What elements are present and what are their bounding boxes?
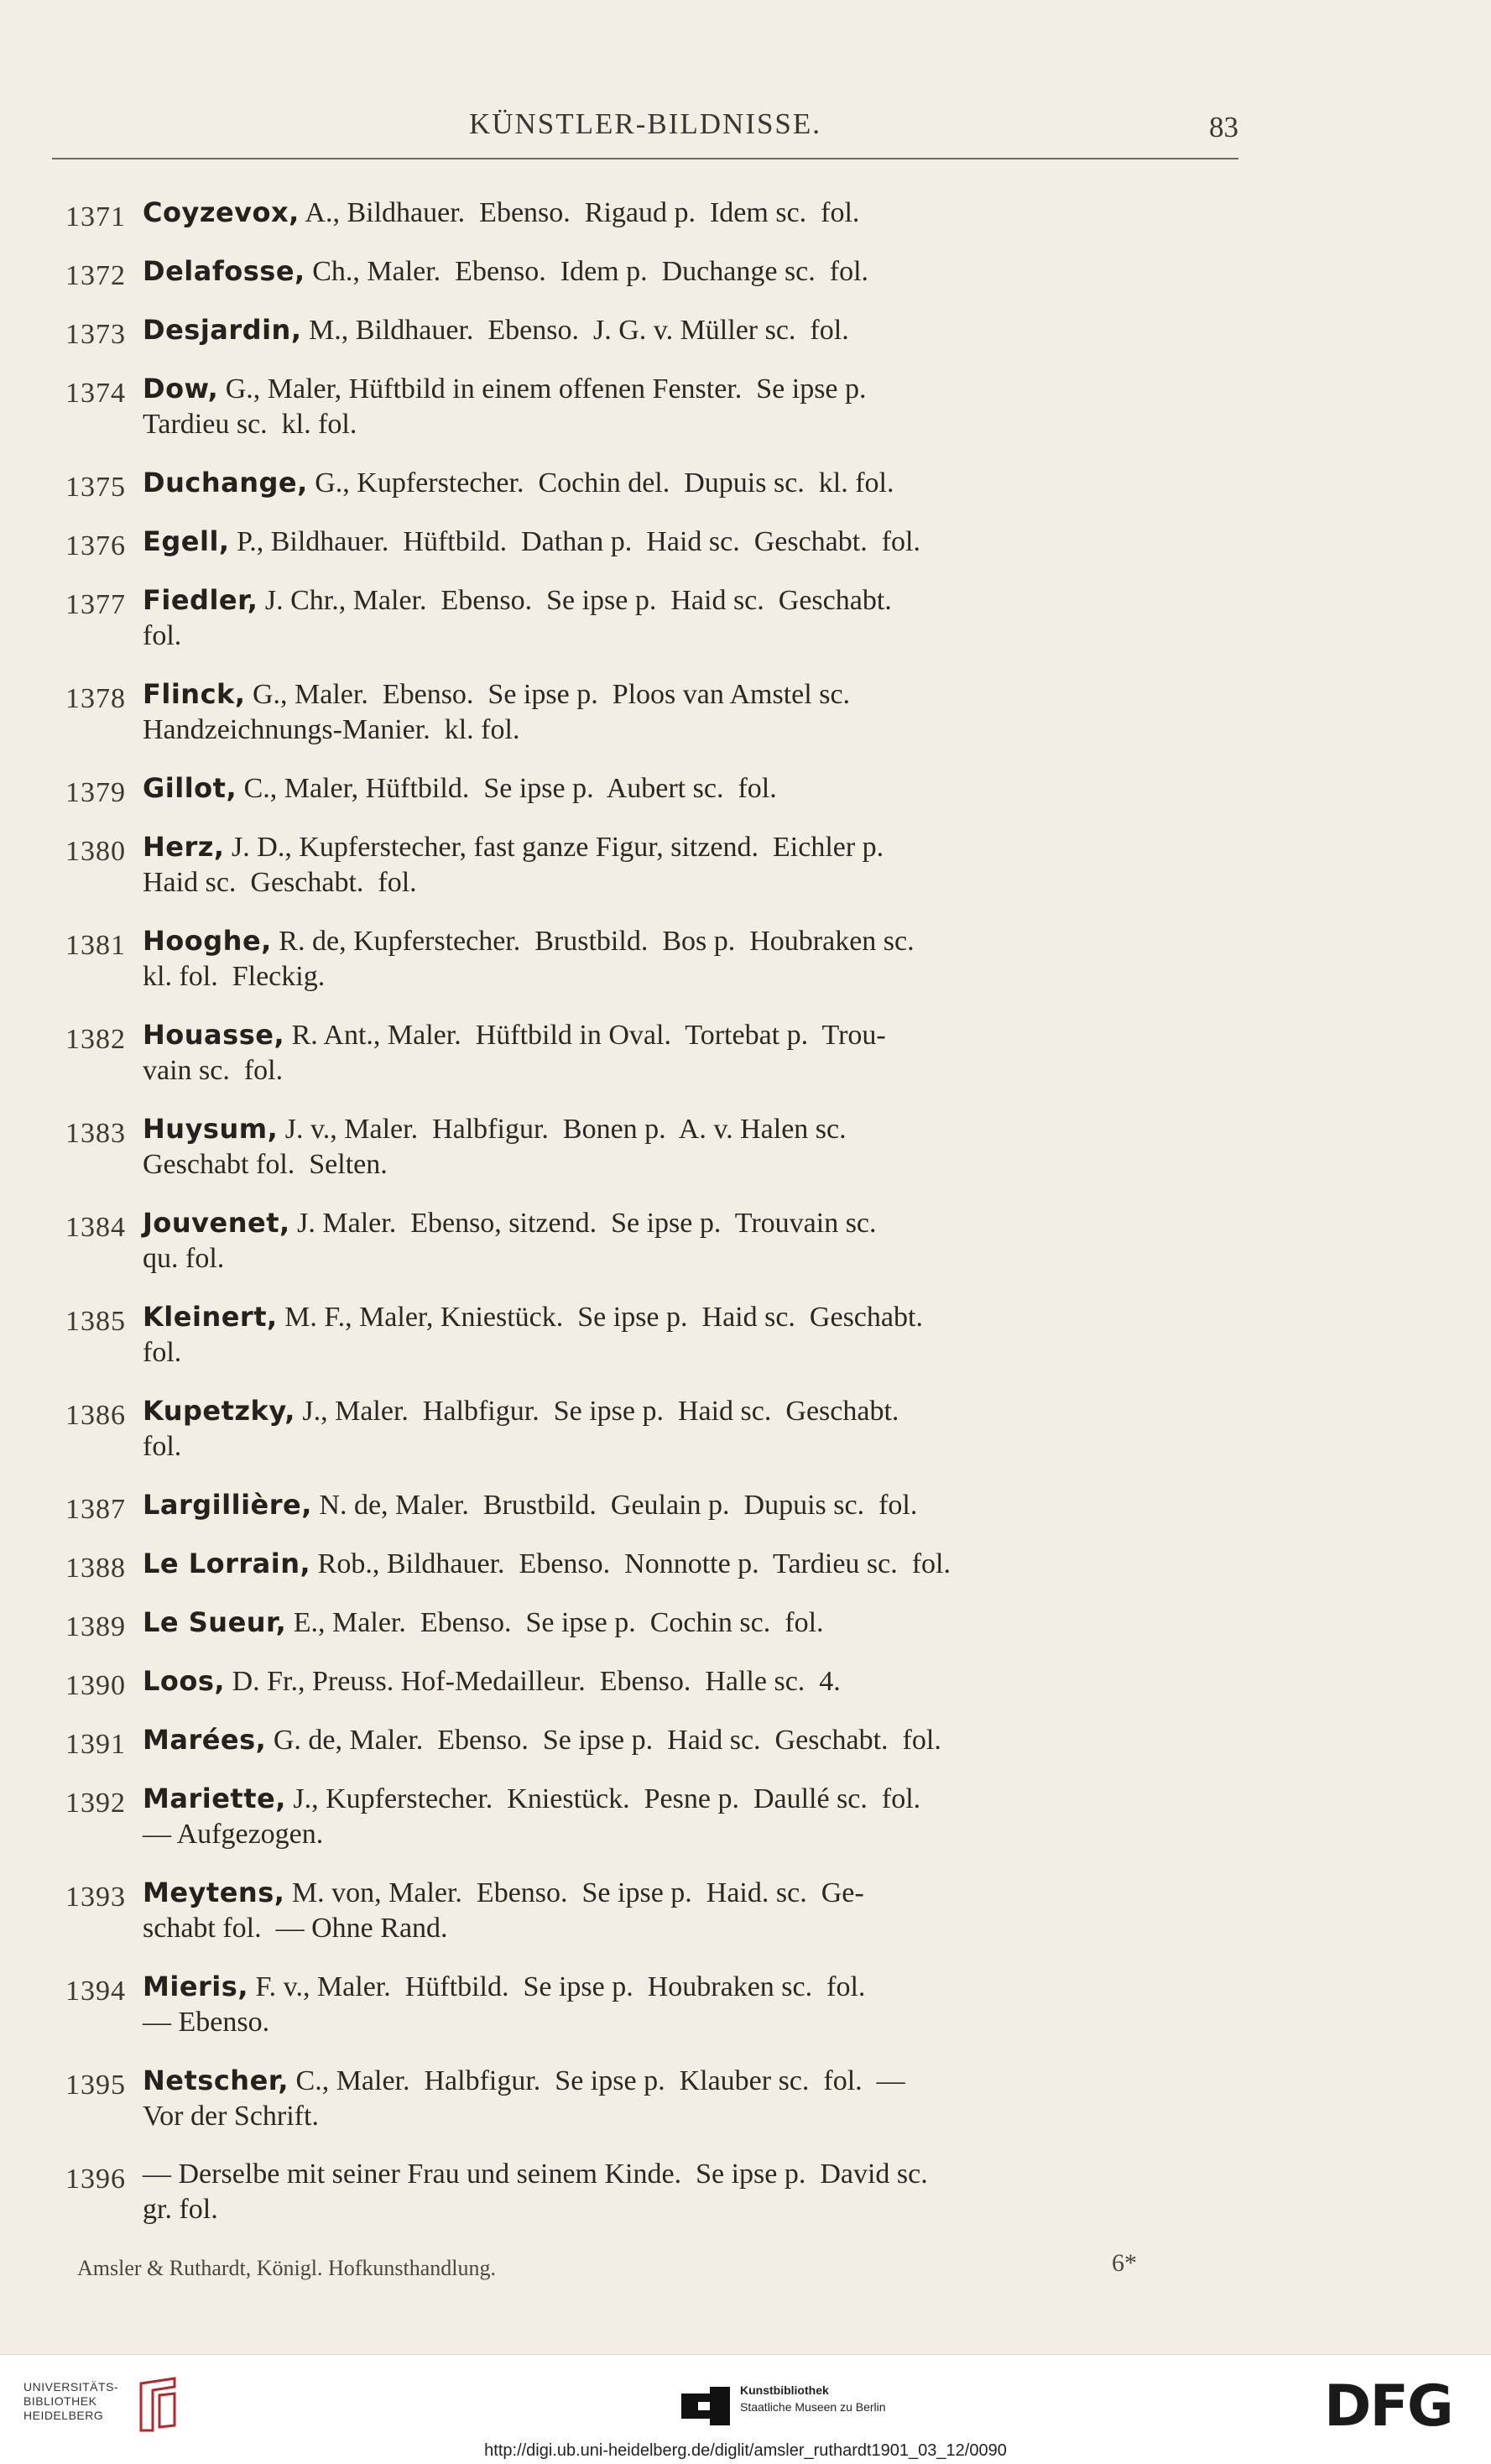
entry-number: 1375 (65, 472, 126, 503)
entry-number: 1394 (65, 1976, 126, 2007)
catalog-entry (65, 1663, 1257, 1699)
entry-line (143, 1017, 1257, 1053)
entry-description: fol. (143, 620, 182, 651)
entry-line (143, 829, 1257, 865)
artist-name: Hooghe, (143, 925, 272, 957)
entry-description: R. de, Kupferstecher. Brustbild. Bos p. Houbraken sc. (271, 926, 915, 957)
entry-line (143, 619, 1257, 654)
entry-line (143, 1911, 1257, 1946)
entry-description: P., Bildhauer. Hüftbild. Dathan p. Haid sc. Geschabt. fol. (229, 526, 920, 557)
entry-line (143, 407, 1257, 442)
catalog-entry (65, 829, 1257, 901)
entry-description: M. F., Maler, Kniestück. Se ipse p. Haid sc. Geschabt. (277, 1302, 923, 1333)
catalog-entry (65, 1111, 1257, 1182)
entry-line (143, 1546, 1257, 1582)
entry-description: J. v., Maler. Halbfigur. Bonen p. A. v. Halen sc. (278, 1114, 847, 1145)
entry-number: 1381 (65, 930, 126, 961)
entry-line (143, 2099, 1257, 2134)
artist-name: Marées, (143, 1724, 267, 1756)
running-header (52, 99, 1238, 159)
entry-description: schabt fol. — Ohne Rand. (143, 1913, 448, 1944)
entry-description: J. D., Kupferstecher, fast ganze Figur, sitzend. Eichler p. (224, 832, 884, 863)
entry-line (143, 923, 1257, 959)
artist-name: Coyzevox, (143, 196, 300, 228)
artist-name: Egell, (143, 525, 230, 557)
entry-line (143, 1335, 1257, 1370)
catalog-entry (65, 770, 1257, 807)
artist-name: Duchange, (143, 467, 308, 499)
entry-description: C., Maler. Halbfigur. Se ipse p. Klauber sc. fol. — (289, 2065, 905, 2096)
entry-line (143, 2005, 1257, 2040)
entry-number: 1372 (65, 260, 126, 291)
entry-description: J. Maler. Ebenso, sitzend. Se ipse p. Trouvain sc. (289, 1208, 877, 1239)
catalog-entry (65, 1487, 1257, 1523)
catalog-entry (65, 1205, 1257, 1276)
artist-name: Le Lorrain, (143, 1548, 311, 1579)
entry-description: Handzeichnungs-Manier. kl. fol. (143, 714, 520, 745)
entry-number: 1378 (65, 683, 126, 714)
entry-number: 1391 (65, 1729, 126, 1760)
entry-description: — Aufgezogen. (143, 1819, 324, 1850)
catalog-entry (65, 1722, 1257, 1758)
entry-description: J. Chr., Maler. Ebenso. Se ipse p. Haid sc. Geschabt. (258, 585, 892, 616)
entry-line (143, 1663, 1257, 1699)
page-title: KÜNSTLER-BILDNISSE. (468, 107, 822, 140)
entry-line (143, 2157, 1257, 2192)
artist-name: Huysum, (143, 1113, 279, 1145)
artist-name: Le Sueur, (143, 1606, 287, 1638)
entry-number: 1380 (65, 836, 126, 867)
entry-description: Rob., Bildhauer. Ebenso. Nonnotte p. Tardieu sc. fol. (310, 1548, 951, 1579)
entry-description: R. Ant., Maler. Hüftbild in Oval. Tortebat p. Trou- (284, 1020, 886, 1051)
entry-description: kl. fol. Fleckig. (143, 961, 326, 992)
entry-line (143, 1969, 1257, 2005)
entry-number: 1382 (65, 1024, 126, 1055)
entry-line (143, 371, 1257, 407)
entry-line (143, 1605, 1257, 1641)
artist-name: Dow, (143, 373, 219, 405)
viewer-bottom-bar (0, 2354, 1491, 2464)
artist-name: Meytens, (143, 1877, 285, 1908)
entry-number: 1371 (65, 201, 126, 232)
catalog-entry (65, 1299, 1257, 1370)
artist-name: Kupetzky, (143, 1395, 295, 1427)
catalog-entry (65, 1393, 1257, 1464)
entry-description: Haid sc. Geschabt. fol. (143, 867, 417, 898)
entry-line (143, 959, 1257, 994)
artist-name: Herz, (143, 831, 225, 863)
entry-number: 1395 (65, 2070, 126, 2101)
entry-line (143, 582, 1257, 619)
entry-description: A., Bildhauer. Ebenso. Rigaud p. Idem sc. fol. (299, 197, 860, 228)
entry-number: 1393 (65, 1882, 126, 1913)
entry-number: 1386 (65, 1400, 126, 1431)
entry-description: C., Maler, Hüftbild. Se ipse p. Aubert sc. fol. (237, 773, 777, 804)
entry-line (143, 1111, 1257, 1147)
catalog-entry (65, 253, 1257, 290)
kunstbibliothek-text[interactable] (740, 2382, 886, 2415)
artist-name: Netscher, (143, 2065, 289, 2096)
artist-name: Fiedler, (143, 584, 258, 616)
entry-line (143, 195, 1257, 231)
heidelberg-line: HEIDELBERG (23, 2409, 104, 2422)
catalog-entry (65, 2157, 1257, 2227)
permalink-url[interactable]: http://digi.ub.uni-heidelberg.de/diglit/amsler_ruthardt1901_03_12/0090 (484, 2441, 1007, 2460)
dfg-logo[interactable]: DFG (1324, 2373, 1452, 2440)
artist-name: Jouvenet, (143, 1207, 290, 1239)
entry-description: Ch., Maler. Ebenso. Idem p. Duchange sc. fol. (305, 256, 869, 287)
heidelberg-library-logo-text[interactable] (23, 2380, 118, 2423)
page-number: 83 (1209, 111, 1238, 144)
entry-number: 1396 (65, 2164, 126, 2195)
entry-number: 1385 (65, 1306, 126, 1337)
catalog-entry (65, 1781, 1257, 1852)
artist-name: Largillière, (143, 1489, 312, 1521)
entry-description: gr. fol. (143, 2194, 218, 2225)
entry-line (143, 1205, 1257, 1241)
entry-number: 1373 (65, 319, 126, 350)
entry-line (143, 1722, 1257, 1758)
entry-line (143, 1147, 1257, 1182)
entry-description: vain sc. fol. (143, 1055, 284, 1086)
catalog-entry (65, 582, 1257, 654)
catalog-entry (65, 923, 1257, 994)
sheet-signature: 6* (1112, 2249, 1137, 2277)
entry-line (143, 1429, 1257, 1464)
entry-line (143, 865, 1257, 901)
entry-line (143, 770, 1257, 807)
entry-description: fol. (143, 1337, 182, 1368)
entry-description: G., Maler, Hüftbild in einem offenen Fenster. Se ipse p. (218, 373, 867, 405)
entry-description: G. de, Maler. Ebenso. Se ipse p. Haid sc. Geschabt. fol. (266, 1725, 941, 1756)
publisher-footer: Amsler & Ruthardt, Königl. Hofkunsthandlung. (77, 2256, 497, 2280)
kunstbibliothek-logo-icon[interactable] (681, 2387, 730, 2425)
entry-line (143, 2192, 1257, 2227)
artist-name: Kleinert, (143, 1301, 278, 1333)
entry-description: F. v., Maler. Hüftbild. Se ipse p. Houbraken sc. fol. (248, 1971, 866, 2002)
heidelberg-line: UNIVERSITÄTS- (23, 2380, 119, 2394)
catalog-entry (65, 371, 1257, 442)
catalog-entry (65, 676, 1257, 748)
entry-number: 1384 (65, 1212, 126, 1243)
catalog-entry (65, 2063, 1257, 2134)
entry-description: Vor der Schrift. (143, 2101, 319, 2132)
entry-number: 1377 (65, 589, 126, 620)
entry-line (143, 465, 1257, 501)
catalog-entry (65, 1875, 1257, 1946)
entry-description: G., Kupferstecher. Cochin del. Dupuis sc. kl. fol. (307, 467, 894, 499)
entry-description: fol. (143, 1431, 182, 1462)
catalog-entry (65, 465, 1257, 501)
catalog-entry (65, 1605, 1257, 1641)
entry-description: Tardieu sc. kl. fol. (143, 409, 357, 440)
entry-line (143, 1053, 1257, 1088)
entry-description: — Ebenso. (143, 2007, 270, 2038)
entry-description: M. von, Maler. Ebenso. Se ipse p. Haid. sc. Ge- (284, 1877, 864, 1908)
entry-number: 1383 (65, 1118, 126, 1149)
entry-number: 1392 (65, 1788, 126, 1819)
entry-description: Geschabt fol. Selten. (143, 1149, 388, 1180)
entry-line (143, 312, 1257, 348)
entry-description: J., Kupferstecher. Kniestück. Pesne p. Daullé sc. fol. (285, 1783, 921, 1814)
entry-line (143, 253, 1257, 290)
artist-name: Mariette, (143, 1783, 286, 1814)
artist-name: Delafosse, (143, 255, 305, 287)
entry-line (143, 676, 1257, 713)
entry-description: M., Bildhauer. Ebenso. J. G. v. Müller sc. fol. (301, 315, 849, 346)
kunstbibliothek-subtitle: Staatliche Museen zu Berlin (740, 2400, 886, 2414)
catalog-entry-list (65, 195, 1257, 2250)
entry-description: G., Maler. Ebenso. Se ipse p. Ploos van Amstel sc. (245, 679, 851, 710)
entry-line (143, 713, 1257, 748)
entry-line (143, 1299, 1257, 1335)
entry-number: 1389 (65, 1611, 126, 1642)
entry-number: 1376 (65, 530, 126, 561)
heidelberg-emblem-icon[interactable] (134, 2375, 181, 2434)
catalog-entry (65, 1546, 1257, 1582)
entry-number: 1374 (65, 378, 126, 409)
entry-line (143, 1487, 1257, 1523)
artist-name: Mieris, (143, 1971, 248, 2002)
entry-description: — Derselbe mit seiner Frau und seinem Kinde. Se ipse p. David sc. (143, 2159, 928, 2190)
entry-number: 1379 (65, 777, 126, 808)
entry-number: 1390 (65, 1670, 126, 1701)
catalog-entry (65, 524, 1257, 560)
entry-number: 1387 (65, 1494, 126, 1525)
entry-line (143, 2063, 1257, 2099)
kunstbibliothek-title: Kunstbibliothek (740, 2383, 829, 2397)
entry-line (143, 1393, 1257, 1429)
entry-line (143, 1875, 1257, 1911)
entry-line (143, 1781, 1257, 1817)
artist-name: Gillot, (143, 772, 237, 804)
entry-description: D. Fr., Preuss. Hof-Medailleur. Ebenso. Halle sc. 4. (225, 1666, 841, 1697)
catalog-entry (65, 1969, 1257, 2040)
entry-number: 1388 (65, 1553, 126, 1584)
entry-line (143, 1241, 1257, 1276)
entry-description: qu. fol. (143, 1243, 225, 1274)
heidelberg-line: BIBLIOTHEK (23, 2394, 97, 2408)
entry-line (143, 524, 1257, 560)
artist-name: Houasse, (143, 1019, 285, 1051)
entry-description: J., Maler. Halbfigur. Se ipse p. Haid sc. Geschabt. (295, 1396, 899, 1427)
catalog-entry (65, 1017, 1257, 1088)
catalog-entry (65, 312, 1257, 348)
entry-description: E., Maler. Ebenso. Se ipse p. Cochin sc. fol. (286, 1607, 824, 1638)
catalog-entry (65, 195, 1257, 231)
entry-line (143, 1817, 1257, 1852)
artist-name: Flinck, (143, 678, 246, 710)
entry-description: N. de, Maler. Brustbild. Geulain p. Dupuis sc. fol. (311, 1490, 918, 1521)
artist-name: Loos, (143, 1665, 226, 1697)
artist-name: Desjardin, (143, 314, 302, 346)
